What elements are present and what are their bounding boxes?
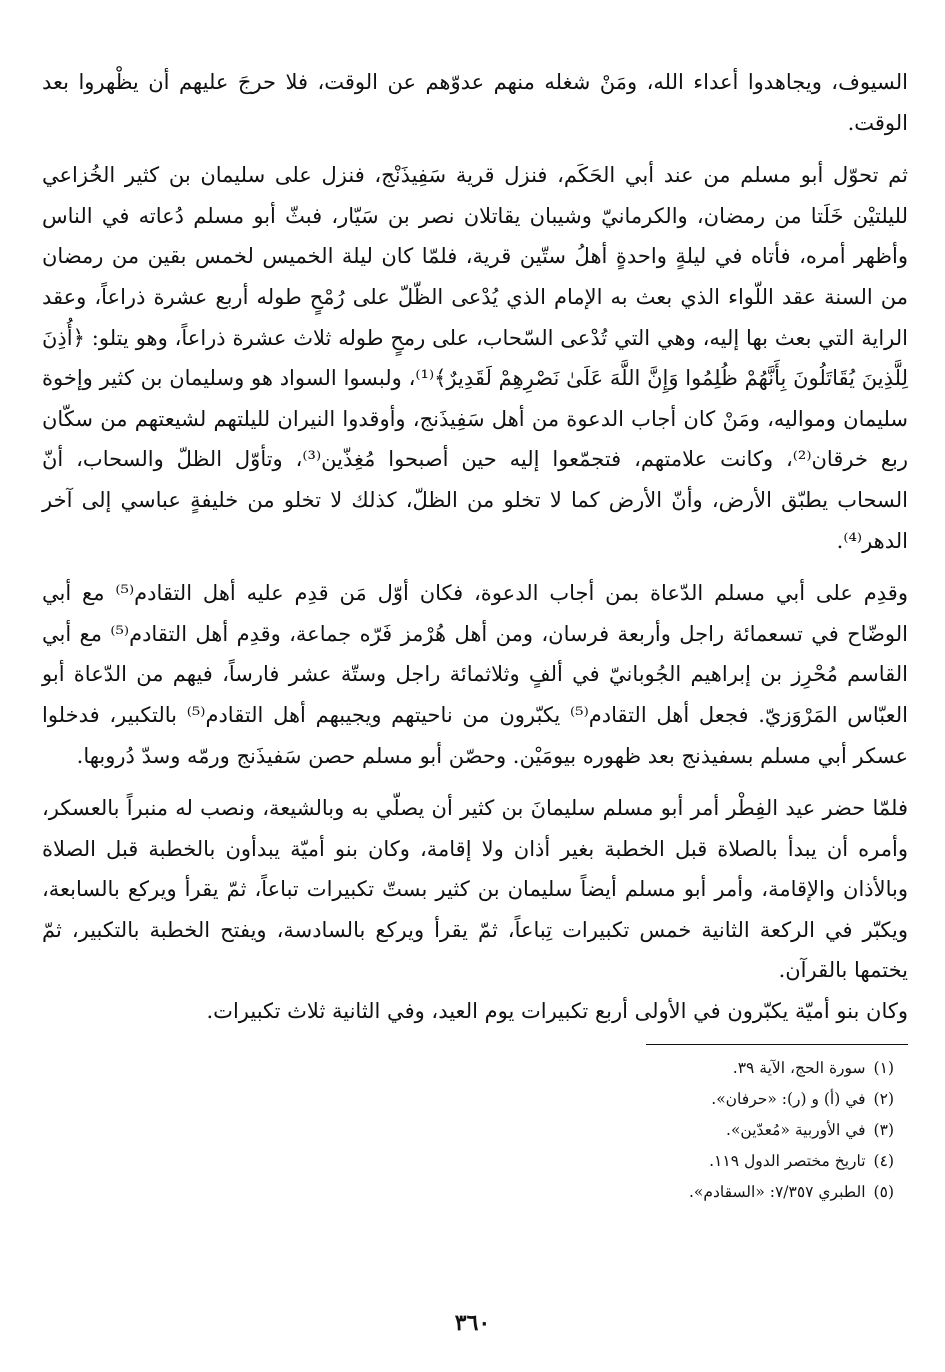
page-body bbox=[42, 62, 908, 1208]
footnote-1 bbox=[42, 1053, 894, 1084]
footnotes bbox=[42, 1053, 908, 1208]
footnote-text: في (أ) و (ر): «حرفان». bbox=[711, 1089, 866, 1108]
footnote-number: (٥) bbox=[873, 1182, 894, 1201]
footnote-4 bbox=[42, 1146, 894, 1177]
footnote-2 bbox=[42, 1084, 894, 1115]
paragraph-1: السيوف، ويجاهدوا أعداء الله، ومَنْ شغله منهم عدوّهم عن الوقت، فلا حرجَ عليهم أن يظْهروا بعد الوقت. bbox=[42, 70, 908, 135]
footnote-text: تاريخ مختصر الدول ١١٩. bbox=[709, 1151, 866, 1170]
footnote-text: سورة الحج، الآية ٣٩. bbox=[732, 1058, 866, 1077]
footnote-text: الطبري ٧/٣٥٧: «السقادم». bbox=[689, 1182, 866, 1201]
footnote-5 bbox=[42, 1177, 894, 1208]
footnote-number: (٤) bbox=[873, 1151, 894, 1170]
paragraph-2: ثم تحوّل أبو مسلم من عند أبي الحَكَم، فنزل قرية سَفِيذَنْج، فنزل على سليمان بن كثير الخُزاعي لليلتيْن خَلَتا من رمضان، والكرمانيّ وشيبان يقاتلان نصر بن سَيّار، فبثّ أبو مسلم دُعاته في الناس وأظهر أمره، فأتاه في ليلةٍ واحدةٍ أهلُ ستّين قرية، فلمّا كان ليلة الخميس لخمس بقين من رمضان من السنة عقد اللّواء الذي بعث به الإمام الذي يُدْعى الظّلّ على رُمْحٍ طوله أربع عشرة ذراعاً، وعقد الراية التي بعث بها إليه، وهي التي تُدْعى السّحاب، على رمحٍ طوله ثلاث عشرة ذراعاً، وهو يتلو: ﴿أُذِنَ لِلَّذِينَ يُقَاتَلُونَ بِأَنَّهُمْ ظُلِمُوا وَإِنَّ اللَّهَ عَلَىٰ نَصْرِهِمْ لَقَدِيرٌ﴾⁽¹⁾، ولبسوا السواد هو وسليمان بن كثير وإخوة سليمان ومواليه، ومَنْ كان أجاب الدعوة من أهل سَفِيذَنج، وأوقدوا النيران لليلتهم لشيعتهم من سكّان ربع خرقان⁽²⁾، وكانت علامتهم، فتجمّعوا إليه حين أصبحوا مُغِذّين⁽³⁾، وتأوّل الظلّ والسحاب، أنّ السحاب يطبّق الأرض، وأنّ الأرض كما لا تخلو من الظلّ، كذلك لا تخلو من خليفةٍ عباسي إلى آخر الدهر⁽⁴⁾. bbox=[42, 163, 909, 553]
footnote-3 bbox=[42, 1115, 894, 1146]
footnote-text: في الأوربية «مُعدّين». bbox=[726, 1120, 866, 1139]
paragraph-4: فلمّا حضر عيد الفِطْر أمر أبو مسلم سليمانَ بن كثير أن يصلّي به وبالشيعة، ونصب له منبراً بالعسكر، وأمره أن يبدأ بالصلاة قبل الخطبة بغير أذان ولا إقامة، وكان بنو أميّة يبدأون بالخطبة قبل الصلاة وبالأذان والإقامة، وأمر أبو مسلم أيضاً سليمان بن كثير بستّ تكبيرات تباعاً، ثمّ يقرأ ويركع بالسابعة، ويكبّر في الركعة الثانية خمس تكبيرات تِباعاً، ثمّ يقرأ ويركع بالسادسة، ويفتح الخطبة بالتكبير، ثمّ يختمها بالقرآن. bbox=[42, 796, 908, 983]
page-number: ٣٦٠ bbox=[454, 1310, 491, 1336]
paragraph-5: وكان بنو أميّة يكبّرون في الأولى أربع تكبيرات يوم العيد، وفي الثانية ثلاث تكبيرات. bbox=[206, 999, 908, 1024]
footnote-divider bbox=[646, 1044, 908, 1045]
paragraph-3: وقدِم على أبي مسلم الدّعاة بمن أجاب الدعوة، فكان أوّل مَن قدِم عليه أهل التقادم⁽⁵⁾ مع أبي الوضّاح في تسعمائة راجل وأربعة فرسان، ومن أهل هُرْمز فَرّه جماعة، وقدِم أهل التقادم⁽⁵⁾ مع أبي القاسم مُحْرِز بن إبراهيم الجُوبانيّ في ألفٍ وثلاثمائة راجل وستّة عشر فارساً، فيهم من الدّعاة أبو العبّاس المَرْوَزيّ. فجعل أهل التقادم⁽⁵⁾ يكبّرون من ناحيتهم ويجيبهم أهل التقادم⁽⁵⁾ بالتكبير، فدخلوا عسكر أبي مسلم بسفيذنج بعد ظهوره بيومَيْن. وحصّن أبو مسلم حصن سَفيذَنج ورمّه وسدّ دُروبها. bbox=[42, 581, 908, 768]
footnote-number: (٢) bbox=[873, 1089, 894, 1108]
footnote-number: (١) bbox=[873, 1058, 894, 1077]
footnote-number: (٣) bbox=[873, 1120, 894, 1139]
